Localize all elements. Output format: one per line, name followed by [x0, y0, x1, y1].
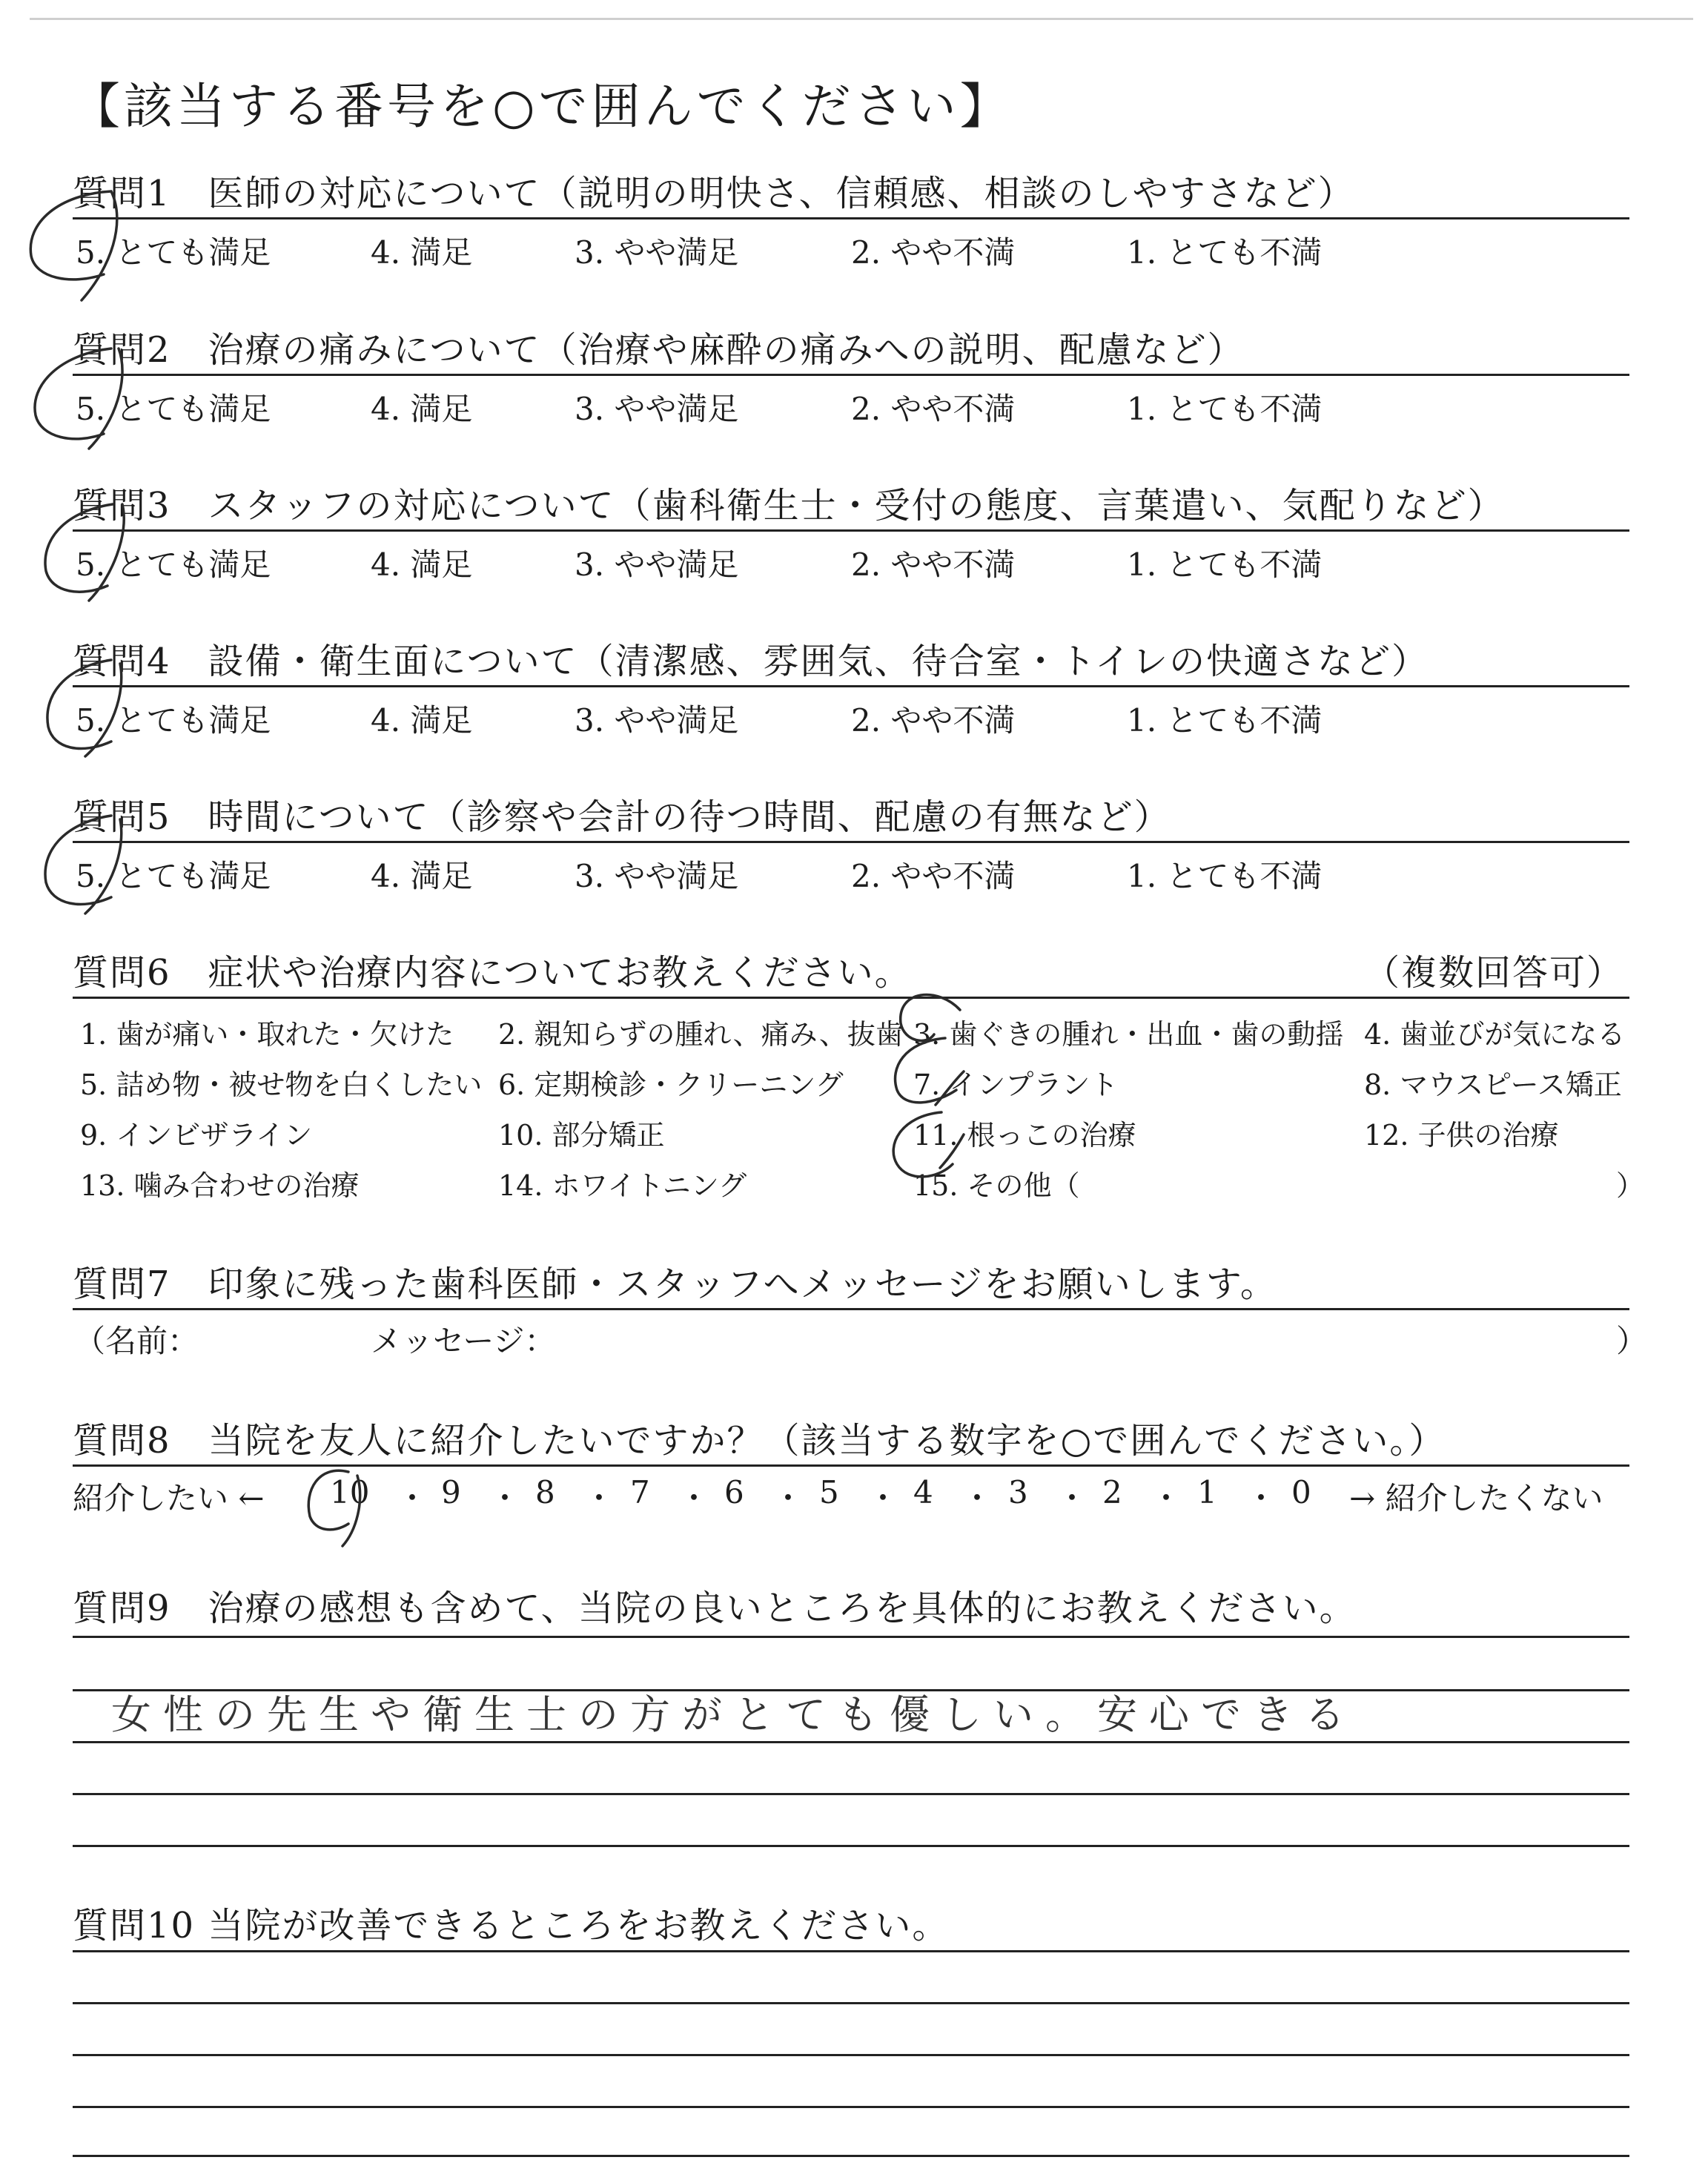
question-3-label: 質問3 スタッフの対応について（歯科衛生士・受付の態度、言葉遣い、気配りなど） — [73, 485, 1505, 526]
q6-choice-6[interactable]: 6. 定期検診・クリーニング — [498, 1069, 844, 1101]
q8-dot: ・ — [867, 1480, 899, 1516]
question-1-rule — [73, 217, 1629, 219]
question-7-rule — [73, 1308, 1629, 1310]
q6-choice-3[interactable]: 3. 歯ぐきの腫れ・出血・歯の動揺 — [913, 1018, 1344, 1051]
question-2-rule — [73, 374, 1629, 376]
q9-answer-line — [73, 1636, 1629, 1638]
q1-option-5[interactable]: 5. とても満足 — [76, 234, 271, 271]
q6-choice-1[interactable]: 1. 歯が痛い・取れた・欠けた — [80, 1018, 454, 1051]
q6-choice-14[interactable]: 14. ホワイトニング — [498, 1169, 747, 1202]
question-3-rule — [73, 529, 1629, 532]
instruction-header: 【該当する番号を○で囲んでください】 — [71, 78, 1013, 135]
question-10-label: 質問10 当院が改善できるところをお教えください。 — [73, 1905, 950, 1946]
q6-other-close-paren: ） — [1616, 1169, 1645, 1202]
q6-choice-12[interactable]: 12. 子供の治療 — [1364, 1119, 1559, 1152]
q6-choice-9[interactable]: 9. インビザライン — [80, 1119, 313, 1152]
q3-option-3[interactable]: 3. やや満足 — [575, 546, 739, 583]
q6-choice-7[interactable]: 7. インプラント — [913, 1069, 1119, 1101]
question-2-label: 質問2 治療の痛みについて（治療や麻酔の痛みへの説明、配慮など） — [73, 329, 1245, 371]
q6-choice-11[interactable]: 11. 根っこの治療 — [913, 1119, 1136, 1152]
q8-dot: ・ — [583, 1480, 615, 1516]
question-8-rule — [73, 1464, 1629, 1467]
q4-option-4[interactable]: 4. 満足 — [371, 702, 473, 739]
q8-dot: ・ — [961, 1480, 993, 1516]
q1-option-4[interactable]: 4. 満足 — [371, 234, 473, 271]
q3-option-4[interactable]: 4. 満足 — [371, 546, 473, 583]
page-top-border — [30, 18, 1693, 20]
q8-dot: ・ — [772, 1480, 804, 1516]
q9-answer-line — [73, 1845, 1629, 1847]
q5-option-3[interactable]: 3. やや満足 — [575, 858, 739, 894]
q4-option-2[interactable]: 2. やや不満 — [851, 702, 1016, 739]
q8-dot: ・ — [1151, 1480, 1182, 1516]
question-6-label: 質問6 症状や治療内容についてお教えください。 — [73, 952, 912, 994]
q3-option-5[interactable]: 5. とても満足 — [76, 546, 271, 583]
q8-scale-3[interactable]: 3 — [1008, 1474, 1028, 1510]
q6-choice-5[interactable]: 5. 詰め物・被せ物を白くしたい — [80, 1069, 483, 1101]
q9-answer-line — [73, 1741, 1629, 1743]
q8-dot: ・ — [1245, 1480, 1277, 1516]
q8-left-label: 紹介したい ← — [73, 1480, 265, 1516]
q8-scale-7[interactable]: 7 — [630, 1474, 650, 1510]
q7-name-label: （名前： — [74, 1323, 199, 1359]
q8-scale-6[interactable]: 6 — [724, 1474, 744, 1510]
q6-choice-13[interactable]: 13. 噛み合わせの治療 — [80, 1169, 360, 1202]
question-6-rule — [73, 997, 1629, 999]
question-1-label: 質問1 医師の対応について（説明の明快さ、信頼感、相談のしやすさなど） — [73, 173, 1355, 214]
q8-scale-1[interactable]: 1 — [1197, 1474, 1217, 1510]
q4-option-1[interactable]: 1. とても不満 — [1127, 702, 1323, 739]
q2-option-1[interactable]: 1. とても不満 — [1127, 391, 1323, 427]
q7-message-label: メッセージ： — [371, 1323, 556, 1359]
q3-option-1[interactable]: 1. とても不満 — [1127, 546, 1323, 583]
q10-answer-line — [73, 1950, 1629, 1952]
q8-scale-5[interactable]: 5 — [819, 1474, 839, 1510]
q3-option-2[interactable]: 2. やや不満 — [851, 546, 1016, 583]
q10-answer-line — [73, 2002, 1629, 2004]
q6-choice-15[interactable]: 15. その他（ — [913, 1169, 1080, 1202]
q2-option-5[interactable]: 5. とても満足 — [76, 391, 271, 427]
q8-scale-4[interactable]: 4 — [913, 1474, 933, 1510]
q5-option-1[interactable]: 1. とても不満 — [1127, 858, 1323, 894]
q8-dot: ・ — [1056, 1480, 1088, 1516]
q7-close-paren: ） — [1616, 1323, 1648, 1359]
q9-handwritten-answer[interactable]: 女性の先生や衛生士の方がとても優しい。安心できる — [111, 1691, 1357, 1738]
q8-dot: ・ — [397, 1480, 428, 1516]
q6-choice-2[interactable]: 2. 親知らずの腫れ、痛み、抜歯 — [498, 1018, 904, 1051]
question-7-label: 質問7 印象に残った歯科医師・スタッフへメッセージをお願いします。 — [73, 1264, 1277, 1305]
q2-option-2[interactable]: 2. やや不満 — [851, 391, 1016, 427]
q8-dot: ・ — [489, 1480, 521, 1516]
q10-answer-line — [73, 2155, 1629, 2157]
question-5-label: 質問5 時間について（診察や会計の待つ時間、配慮の有無など） — [73, 796, 1171, 838]
q1-option-1[interactable]: 1. とても不満 — [1127, 234, 1323, 271]
q2-option-3[interactable]: 3. やや満足 — [575, 391, 739, 427]
q6-choice-8[interactable]: 8. マウスピース矯正 — [1364, 1069, 1622, 1101]
q8-scale-2[interactable]: 2 — [1102, 1474, 1122, 1510]
q1-option-3[interactable]: 3. やや満足 — [575, 234, 739, 271]
q8-scale-8[interactable]: 8 — [535, 1474, 555, 1510]
question-5-rule — [73, 841, 1629, 843]
q8-scale-9[interactable]: 9 — [441, 1474, 461, 1510]
q8-dot: ・ — [678, 1480, 710, 1516]
question-4-rule — [73, 685, 1629, 687]
q8-scale-0[interactable]: 0 — [1291, 1474, 1311, 1510]
q4-option-5[interactable]: 5. とても満足 — [76, 702, 271, 739]
q10-answer-line — [73, 2054, 1629, 2056]
q4-option-3[interactable]: 3. やや満足 — [575, 702, 739, 739]
q5-option-5[interactable]: 5. とても満足 — [76, 858, 271, 894]
question-8-label: 質問8 当院を友人に紹介したいですか？（該当する数字を○で囲んでください。） — [73, 1420, 1446, 1462]
q1-option-2[interactable]: 2. やや不満 — [851, 234, 1016, 271]
q5-option-2[interactable]: 2. やや不満 — [851, 858, 1016, 894]
q6-choice-4[interactable]: 4. 歯並びが気になる — [1364, 1018, 1626, 1051]
q2-option-4[interactable]: 4. 満足 — [371, 391, 473, 427]
question-4-label: 質問4 設備・衛生面について（清潔感、雰囲気、待合室・トイレの快適さなど） — [73, 641, 1429, 682]
q5-option-4[interactable]: 4. 満足 — [371, 858, 473, 894]
question-6-note: （複数回答可） — [1364, 952, 1624, 994]
q10-answer-line — [73, 2106, 1629, 2108]
question-9-label: 質問9 治療の感想も含めて、当院の良いところを具体的にお教えください。 — [73, 1588, 1357, 1629]
q8-scale-10[interactable]: 10 — [330, 1474, 370, 1510]
q8-right-label: → 紹介したくない — [1349, 1480, 1603, 1516]
q6-choice-10[interactable]: 10. 部分矯正 — [498, 1119, 665, 1152]
q9-answer-line — [73, 1793, 1629, 1795]
